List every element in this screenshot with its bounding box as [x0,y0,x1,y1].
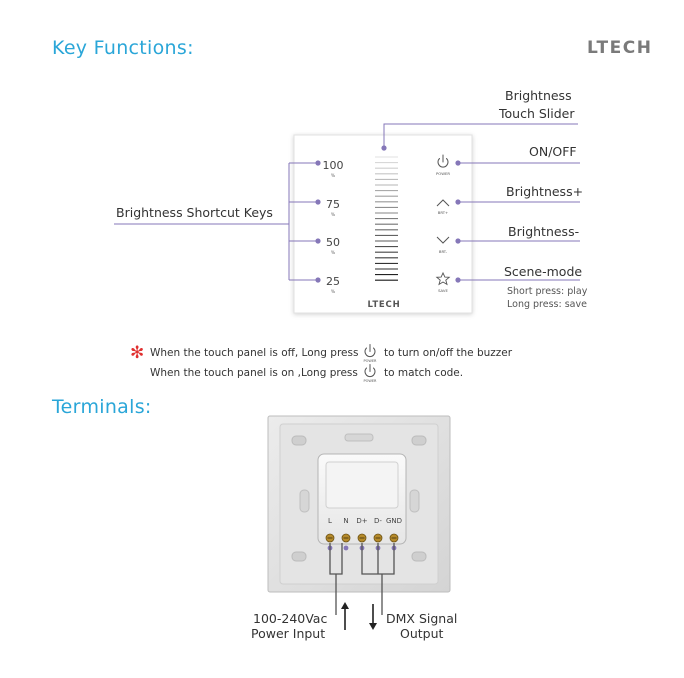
terminals-diagram [0,410,684,678]
shortcut-key-unit: % [330,251,336,256]
terminal-pin-label: GND [385,517,403,525]
power-icon [360,363,380,383]
power-input-arrow-icon [341,602,349,630]
terminals-title: Terminals: [52,396,152,418]
shortcut-key-unit: % [330,290,336,295]
shortcut-key-unit: % [330,213,336,218]
panel-brand: LTECH [367,300,401,310]
note-on-text: When the touch panel is on ,Long press [150,367,358,379]
power-icon [360,343,380,363]
dmx-output-arrow-icon [369,604,377,630]
terminal-pin-label: N [343,517,349,525]
terminal-pin-label: L [328,517,332,525]
power-input-label-line1: 100-240Vac [253,611,328,626]
key-functions-title: Key Functions: [52,37,194,59]
asterisk-icon: ✻ [130,343,145,363]
svg-text:POWER: POWER [363,379,377,383]
terminal-connection-dot [344,546,349,551]
note-on-suffix: to match code. [384,367,464,379]
svg-text:POWER: POWER [363,359,377,363]
shortcut-key-value: 50 [326,236,340,249]
power-input-label-line2: Power Input [251,626,326,641]
note-off-suffix: to turn on/off the buzzer [384,347,513,359]
dmx-output-label-line1: DMX Signal [386,611,458,626]
brand-logo: LTECH [587,38,653,58]
shortcut-key-value: 25 [326,275,340,288]
terminal-pin-label: D+ [356,517,368,525]
short-press-note: Short press: play [507,286,588,297]
dmx-output-label-line2: Output [400,626,444,641]
shortcut-keys-label: Brightness Shortcut Keys [116,205,273,220]
note-off-text: When the touch panel is off, Long press [150,347,359,359]
terminal-pin-label: D- [374,517,382,525]
brightness-down-caption: BRT- [438,249,448,254]
shortcut-key-unit: % [330,174,336,179]
scene-save-caption: SAVE [438,288,448,293]
slider-label-line1: Brightness [505,88,572,103]
scene-mode-label: Scene-mode [504,264,583,279]
shortcut-key-value: 75 [326,198,340,211]
on-off-label: ON/OFF [529,144,577,159]
slider-label-line2: Touch Slider [499,106,575,121]
brightness-plus-label: Brightness+ [506,184,584,199]
brightness-minus-label: Brightness- [508,224,580,239]
brightness-up-caption: BRT+ [437,210,449,215]
long-press-note: Long press: save [507,299,587,310]
shortcut-key-value: 100 [322,159,344,172]
power-key-caption: POWER [435,171,451,176]
